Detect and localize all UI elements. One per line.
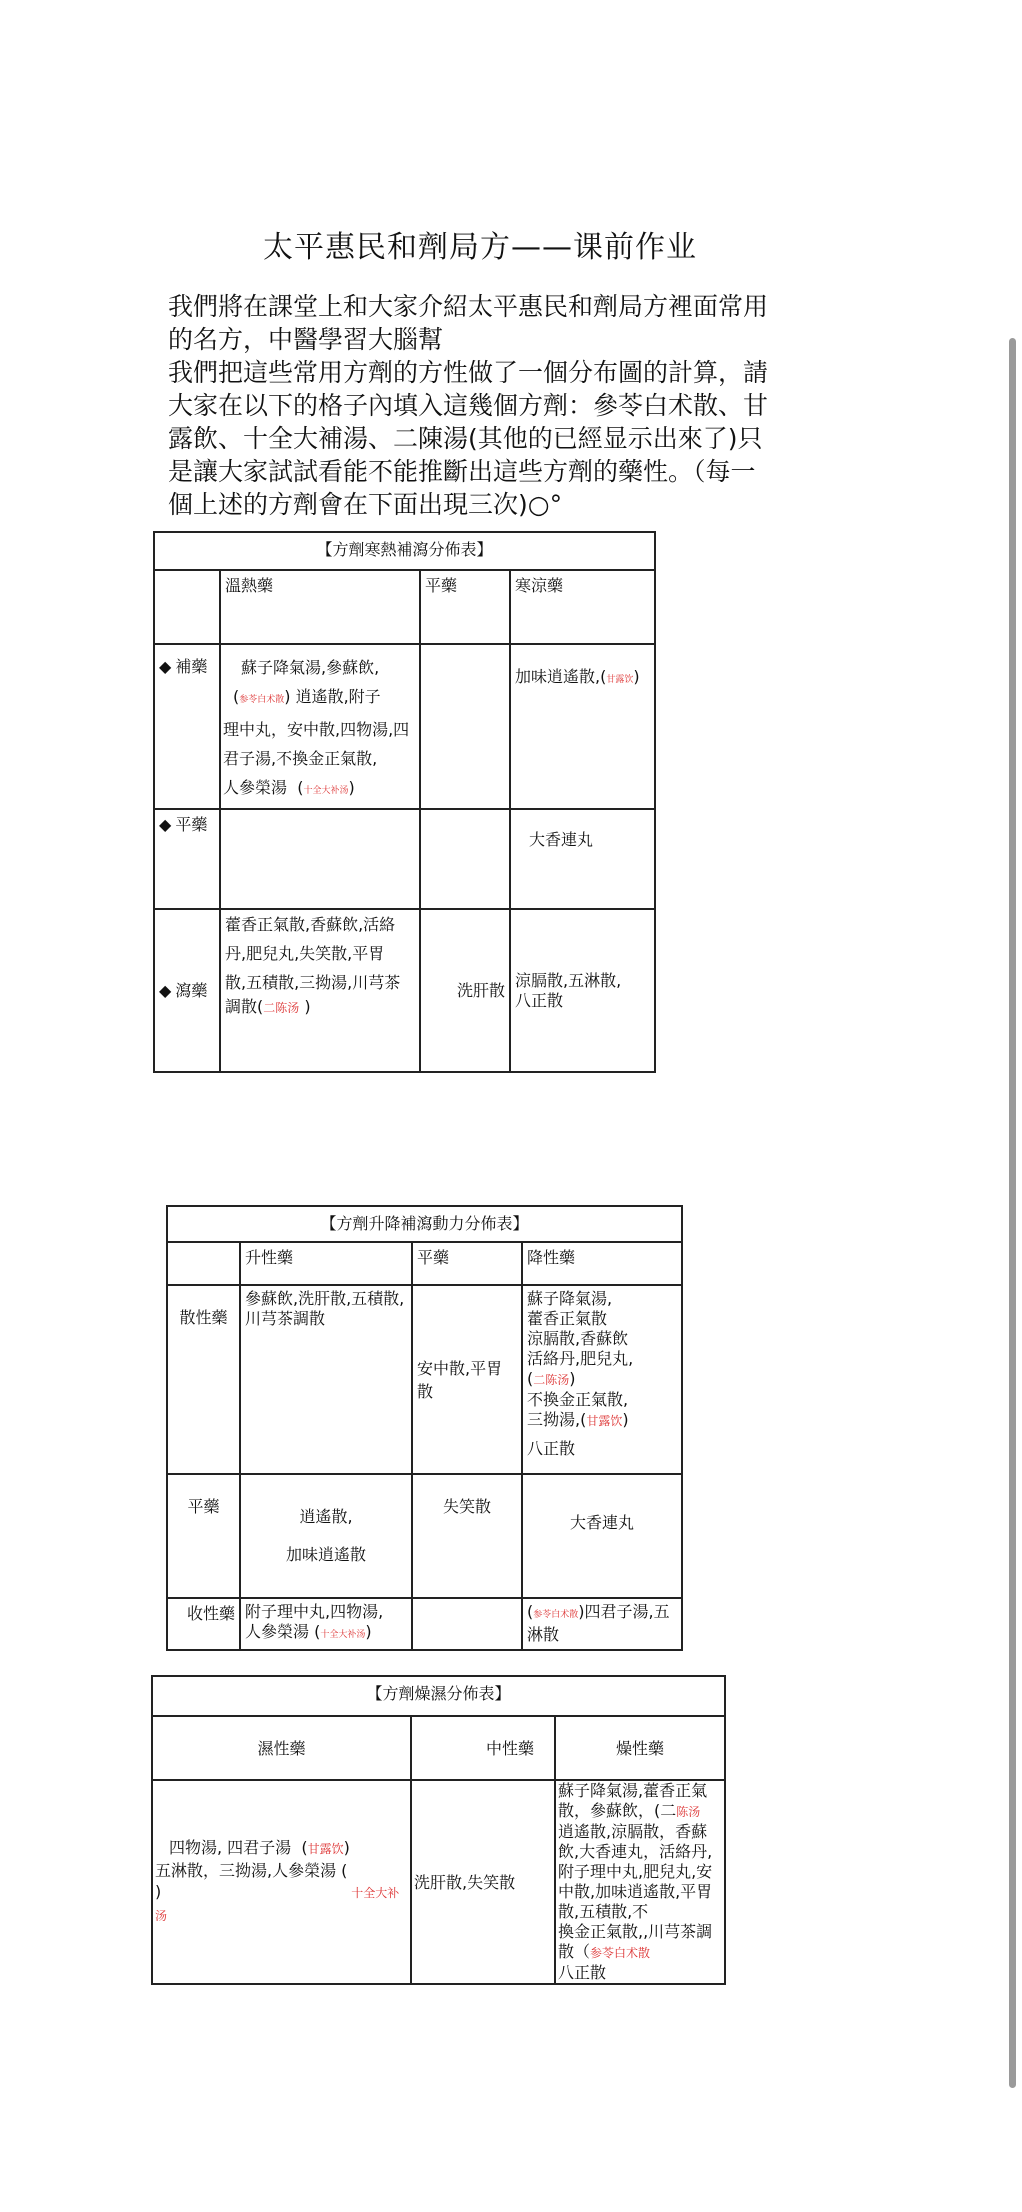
table1-caption: 【方劑寒熱補瀉分佈表】 <box>154 532 655 570</box>
table2-corner <box>167 1242 240 1285</box>
table1-row-label-bu: ◆ 補藥 <box>154 644 220 809</box>
table1-row-label-xie: ◆ 瀉藥 <box>154 909 220 1072</box>
table2-cell-shou-down: (参苓白术散)四君子湯,五 淋散 <box>522 1598 682 1650</box>
table1-col-cold: 寒涼藥 <box>510 570 655 644</box>
table1-row-label-ping: ◆ 平藥 <box>154 809 220 909</box>
table-hot-cold <box>153 531 656 1073</box>
table3-col-dry: 燥性藥 <box>555 1716 725 1780</box>
table2-cell-san-neutral: 安中散,平胃散 <box>412 1285 522 1474</box>
table1-cell-bu-neutral <box>420 644 510 809</box>
table1-col-warm: 溫熱藥 <box>220 570 420 644</box>
table2-row-label-ping: 平藥 <box>167 1474 240 1598</box>
diamond-bullet-icon: ◆ <box>159 815 172 834</box>
vertical-scrollbar[interactable] <box>1009 338 1016 2088</box>
page-title: 太平惠民和劑局方——课前作业 <box>263 230 697 265</box>
diamond-bullet-icon: ◆ <box>159 657 172 676</box>
intro-paragraph-1: 我們將在課堂上和大家介紹太平惠民和劑局方裡面常用的名方，中醫學習大腦幫 <box>168 292 769 354</box>
table3-col-wet: 濕性藥 <box>152 1716 411 1780</box>
table2-cell-san-up: 參蘇飲,洗肝散,五積散, 川芎茶調散 <box>240 1285 412 1474</box>
table2-col-down: 降性藥 <box>522 1242 682 1285</box>
table2-row-label-shou: 收性藥 <box>167 1598 240 1650</box>
table2-cell-ping-neutral: 失笑散 <box>412 1474 522 1598</box>
intro-text <box>168 290 768 521</box>
table1-cell-bu-cold: 加味逍遙散,(甘露饮) <box>510 644 655 809</box>
table1-cell-xie-cold: 涼膈散,五淋散, 八正散 <box>510 909 655 1072</box>
table2-caption: 【方劑升降補瀉動力分佈表】 <box>167 1206 682 1242</box>
table3-caption: 【方劑燥濕分佈表】 <box>152 1676 725 1716</box>
table3-col-neutral: 中性藥 <box>411 1716 555 1780</box>
table1-cell-ping-neutral <box>420 809 510 909</box>
table2-col-neutral: 平藥 <box>412 1242 522 1285</box>
table2-cell-shou-neutral <box>412 1598 522 1650</box>
table-up-down <box>166 1205 683 1651</box>
table3-cell-wet: 四物湯, 四君子湯 (甘露饮) 五淋散，三拗湯,人參榮湯 ( ) 十全大补汤 <box>152 1780 411 1984</box>
table1-cell-xie-neutral: 洗肝散 <box>420 909 510 1072</box>
table1-cell-ping-cold: 大香連丸 <box>510 809 655 909</box>
table2-cell-shou-up: 附子理中丸,四物湯, 人參榮湯 (十全大补汤) <box>240 1598 412 1650</box>
table1-cell-ping-warm <box>220 809 420 909</box>
table2-cell-ping-down: 大香連丸 <box>522 1474 682 1598</box>
table3-cell-neutral: 洗肝散,失笑散 <box>411 1780 555 1984</box>
table1-corner <box>154 570 220 644</box>
table2-cell-san-down: 蘇子降氣湯, 藿香正氣散 涼膈散,香蘇飲 活絡丹,肥兒丸, (二陈汤) 不換金正氣散, 三拗湯,(甘露饮) 八正散 <box>522 1285 682 1474</box>
table2-col-up: 升性藥 <box>240 1242 412 1285</box>
table1-cell-bu-warm: 蘇子降氣湯,參蘇飲, (参苓白术散) 逍遙散,附子 理中丸，安中散,四物湯,四 君子湯,不換金正氣散, 人參榮湯 (十全大补汤) <box>220 644 420 809</box>
table1-col-neutral: 平藥 <box>420 570 510 644</box>
table1-cell-xie-warm: 藿香正氣散,香蘇飲,活絡 丹,肥兒丸,失笑散,平胃 散,五積散,三拗湯,川芎茶 調散(二陈汤 ) <box>220 909 420 1072</box>
table2-row-label-san: 散性藥 <box>167 1285 240 1474</box>
table3-cell-dry: 蘇子降氣湯,藿香正氣 散，參蘇飲，(二陈汤 逍遙散,涼膈散，香蘇 飲,大香連丸，活絡丹, 附子理中丸,肥兒丸,安 中散,加味逍遙散,平胃 散,五積散,不 換金正氣散,,川芎茶調 散（参苓白术散 八正散 <box>555 1780 725 1984</box>
table-dry-wet <box>151 1675 726 1985</box>
table2-cell-ping-up: 逍遙散, 加味逍遙散 <box>240 1474 412 1598</box>
diamond-bullet-icon: ◆ <box>159 981 172 1000</box>
intro-paragraph-2: 我們把這些常用方劑的方性做了一個分布圖的計算，請大家在以下的格子內填入這幾個方劑：參苓白术散、甘露飲、十全大補湯、二陳湯(其他的已經显示出來了)只是讓大家試試看能不能推斷出這些方劑的藥性。（每一個上述的方劑會在下面出現三次)○° <box>168 358 769 519</box>
